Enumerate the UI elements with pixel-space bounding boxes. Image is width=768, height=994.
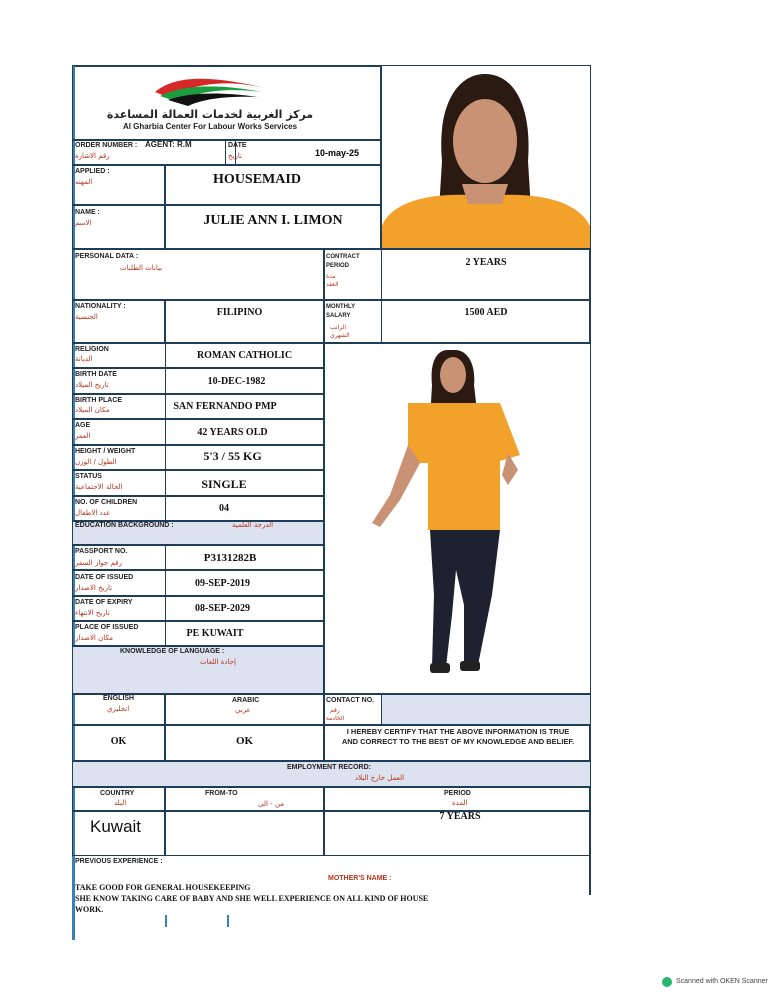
contract-label-ar-1: مدة — [326, 273, 336, 280]
detail-value: ROMAN CATHOLIC — [196, 350, 293, 361]
passport-label-ar: رقم جواز السفر — [75, 559, 122, 567]
detail-label: BIRTH PLACE — [75, 397, 123, 404]
detail-label-ar: عدد الاطفال — [75, 509, 111, 517]
passport-value: P3131282B — [203, 552, 257, 564]
date-label-ar: تاريخ — [228, 152, 242, 160]
detail-value: SINGLE — [201, 477, 247, 491]
passport-label: DATE OF ISSUED — [75, 574, 134, 581]
arabic-label: ARABIC — [232, 697, 260, 704]
passport-label-ar: تاريخ الاصدار — [75, 584, 113, 592]
salary-label-ar-2: الشهري — [330, 332, 350, 339]
salary-value: 1500 AED — [464, 307, 508, 318]
contact-label-ar-1: رقم — [330, 707, 340, 714]
detail-value: SAN FERNANDO PMP — [173, 401, 277, 412]
certify-text: I HEREBY CERTIFY THAT THE ABOVE INFORMATION IS TRUE AND CORRECT TO THE BEST OF MY KNOWLEDGE AND BELIEF. — [341, 727, 575, 746]
detail-value: 42 YEARS OLD — [197, 427, 268, 438]
detail-label-ar: مكان الميلاد — [75, 406, 110, 414]
salary-label-2: SALARY — [326, 313, 351, 319]
detail-label: AGE — [75, 422, 91, 429]
date-value: 10-may-25 — [315, 148, 360, 158]
detail-label-ar: الطول / الوزن — [75, 458, 117, 466]
passport-label-ar: مكان الاصدار — [75, 634, 113, 642]
contract-label-1: CONTRACT — [326, 254, 360, 260]
detail-value: 10-DEC-1982 — [207, 376, 266, 387]
page-tick-right — [227, 915, 229, 927]
order-label: ORDER NUMBER : — [75, 142, 138, 149]
previous-line-1: TAKE GOOD FOR GENERAL HOUSEKEEPING — [75, 883, 251, 892]
scanner-text: Scanned with OKEN Scanner — [676, 978, 768, 985]
english-label: ENGLISH — [103, 695, 135, 702]
order-label-ar: رقم الاشارة — [75, 152, 110, 160]
detail-label: STATUS — [75, 473, 102, 480]
passport-value: 08-SEP-2029 — [195, 603, 250, 614]
col-country-ar: البلد — [114, 799, 127, 807]
mother-name-label: MOTHER'S NAME : — [328, 875, 392, 882]
uae-flag-wave-logo-icon — [150, 70, 270, 110]
language-label: KNOWLEDGE OF LANGUAGE : — [120, 648, 225, 655]
name-value: JULIE ANN I. LIMON — [203, 213, 343, 228]
applied-label: APPLIED : — [75, 168, 110, 175]
company-name-ar: مركز الغربية لخدمات العمالة المساعدة — [106, 108, 314, 121]
col-from-to: FROM-TO — [205, 790, 238, 797]
country-value: Kuwait — [90, 817, 142, 836]
contact-value-cell — [381, 694, 591, 725]
detail-label: HEIGHT / WEIGHT — [75, 448, 136, 455]
education-label-ar: الدرجة العلمية — [232, 521, 274, 529]
contact-label-ar-2: الخادمة — [326, 715, 345, 722]
page-tick-left — [165, 915, 167, 927]
order-agent: AGENT: R.M — [145, 140, 192, 149]
contract-label-ar-2: العقد — [326, 281, 339, 288]
personal-data-label: PERSONAL DATA : — [75, 253, 139, 260]
arabic-value: OK — [235, 735, 254, 747]
detail-label: RELIGION — [75, 346, 109, 353]
col-period-ar: المدة — [452, 799, 468, 807]
detail-label-ar: الحالة الاجتماعية — [75, 483, 123, 491]
scanner-logo-icon — [662, 977, 672, 987]
col-from-to-cell — [165, 787, 324, 811]
salary-label-1: MONTHLY — [326, 304, 356, 310]
name-label: NAME : — [75, 209, 100, 216]
contract-label-2: PERIOD — [326, 263, 350, 269]
col-period: PERIOD — [444, 790, 471, 797]
passport-value: 09-SEP-2019 — [195, 578, 250, 589]
detail-label: NO. OF CHILDREN — [75, 499, 138, 506]
name-label-ar: الاسم — [75, 219, 92, 227]
previous-line-3: WORK. — [75, 905, 104, 914]
contact-label: CONTACT NO. — [326, 697, 375, 704]
date-label: DATE — [228, 142, 247, 149]
details-divider — [165, 343, 166, 521]
company-name-en: Al Gharbia Center For Labour Works Services — [122, 122, 298, 131]
personal-data-label-ar: بيانات الطلبات — [120, 264, 163, 272]
nationality-label-ar: الجنسية — [75, 313, 98, 321]
detail-label: BIRTH DATE — [75, 371, 117, 378]
language-label-ar: إجادة اللغات — [200, 658, 236, 666]
salary-label-ar-1: الراتب — [330, 324, 347, 331]
passport-divider — [165, 545, 166, 646]
nationality-value: FILIPINO — [216, 307, 263, 318]
period-value: 7 YEARS — [439, 811, 481, 822]
previous-label: PREVIOUS EXPERIENCE : — [75, 858, 163, 865]
full-body-photo — [360, 345, 540, 685]
english-label-ar: انجليزي — [107, 705, 130, 713]
passport-value: PE KUWAIT — [186, 628, 244, 639]
detail-label-ar: العمر — [75, 432, 91, 440]
detail-value: 04 — [219, 503, 229, 514]
passport-label: PASSPORT NO. — [75, 548, 128, 555]
passport-label: DATE OF EXPIRY — [75, 599, 133, 606]
detail-label-ar: تاريخ الميلاد — [75, 381, 109, 389]
portrait-photo — [382, 66, 590, 248]
passport-label: PLACE OF ISSUED — [75, 624, 139, 631]
contract-value: 2 YEARS — [465, 257, 507, 268]
employment-label-ar: العمل خارج البلاد — [355, 774, 405, 782]
detail-value: 5'3 / 55 KG — [203, 449, 262, 463]
applied-value: HOUSEMAID — [213, 172, 301, 187]
detail-label-ar: الديانة — [75, 355, 93, 363]
applied-label-ar: المهنه — [75, 178, 93, 186]
nationality-label: NATIONALITY : — [75, 303, 126, 310]
col-country: COUNTRY — [100, 790, 135, 797]
previous-line-2: SHE KNOW TAKING CARE OF BABY AND SHE WELL EXPERIENCE ON ALL KIND OF HOUSE — [75, 894, 429, 903]
education-label: EDUCATION BACKGROUND : — [75, 522, 174, 529]
english-value: OK — [110, 736, 127, 747]
passport-label-ar: تاريخ الانتهاء — [75, 609, 110, 617]
employment-label: EMPLOYMENT RECORD: — [287, 764, 371, 771]
col-from-to-ar: من - الى — [258, 800, 284, 808]
arabic-label-ar: عربي — [235, 706, 251, 714]
from-to-value-cell — [165, 811, 324, 856]
